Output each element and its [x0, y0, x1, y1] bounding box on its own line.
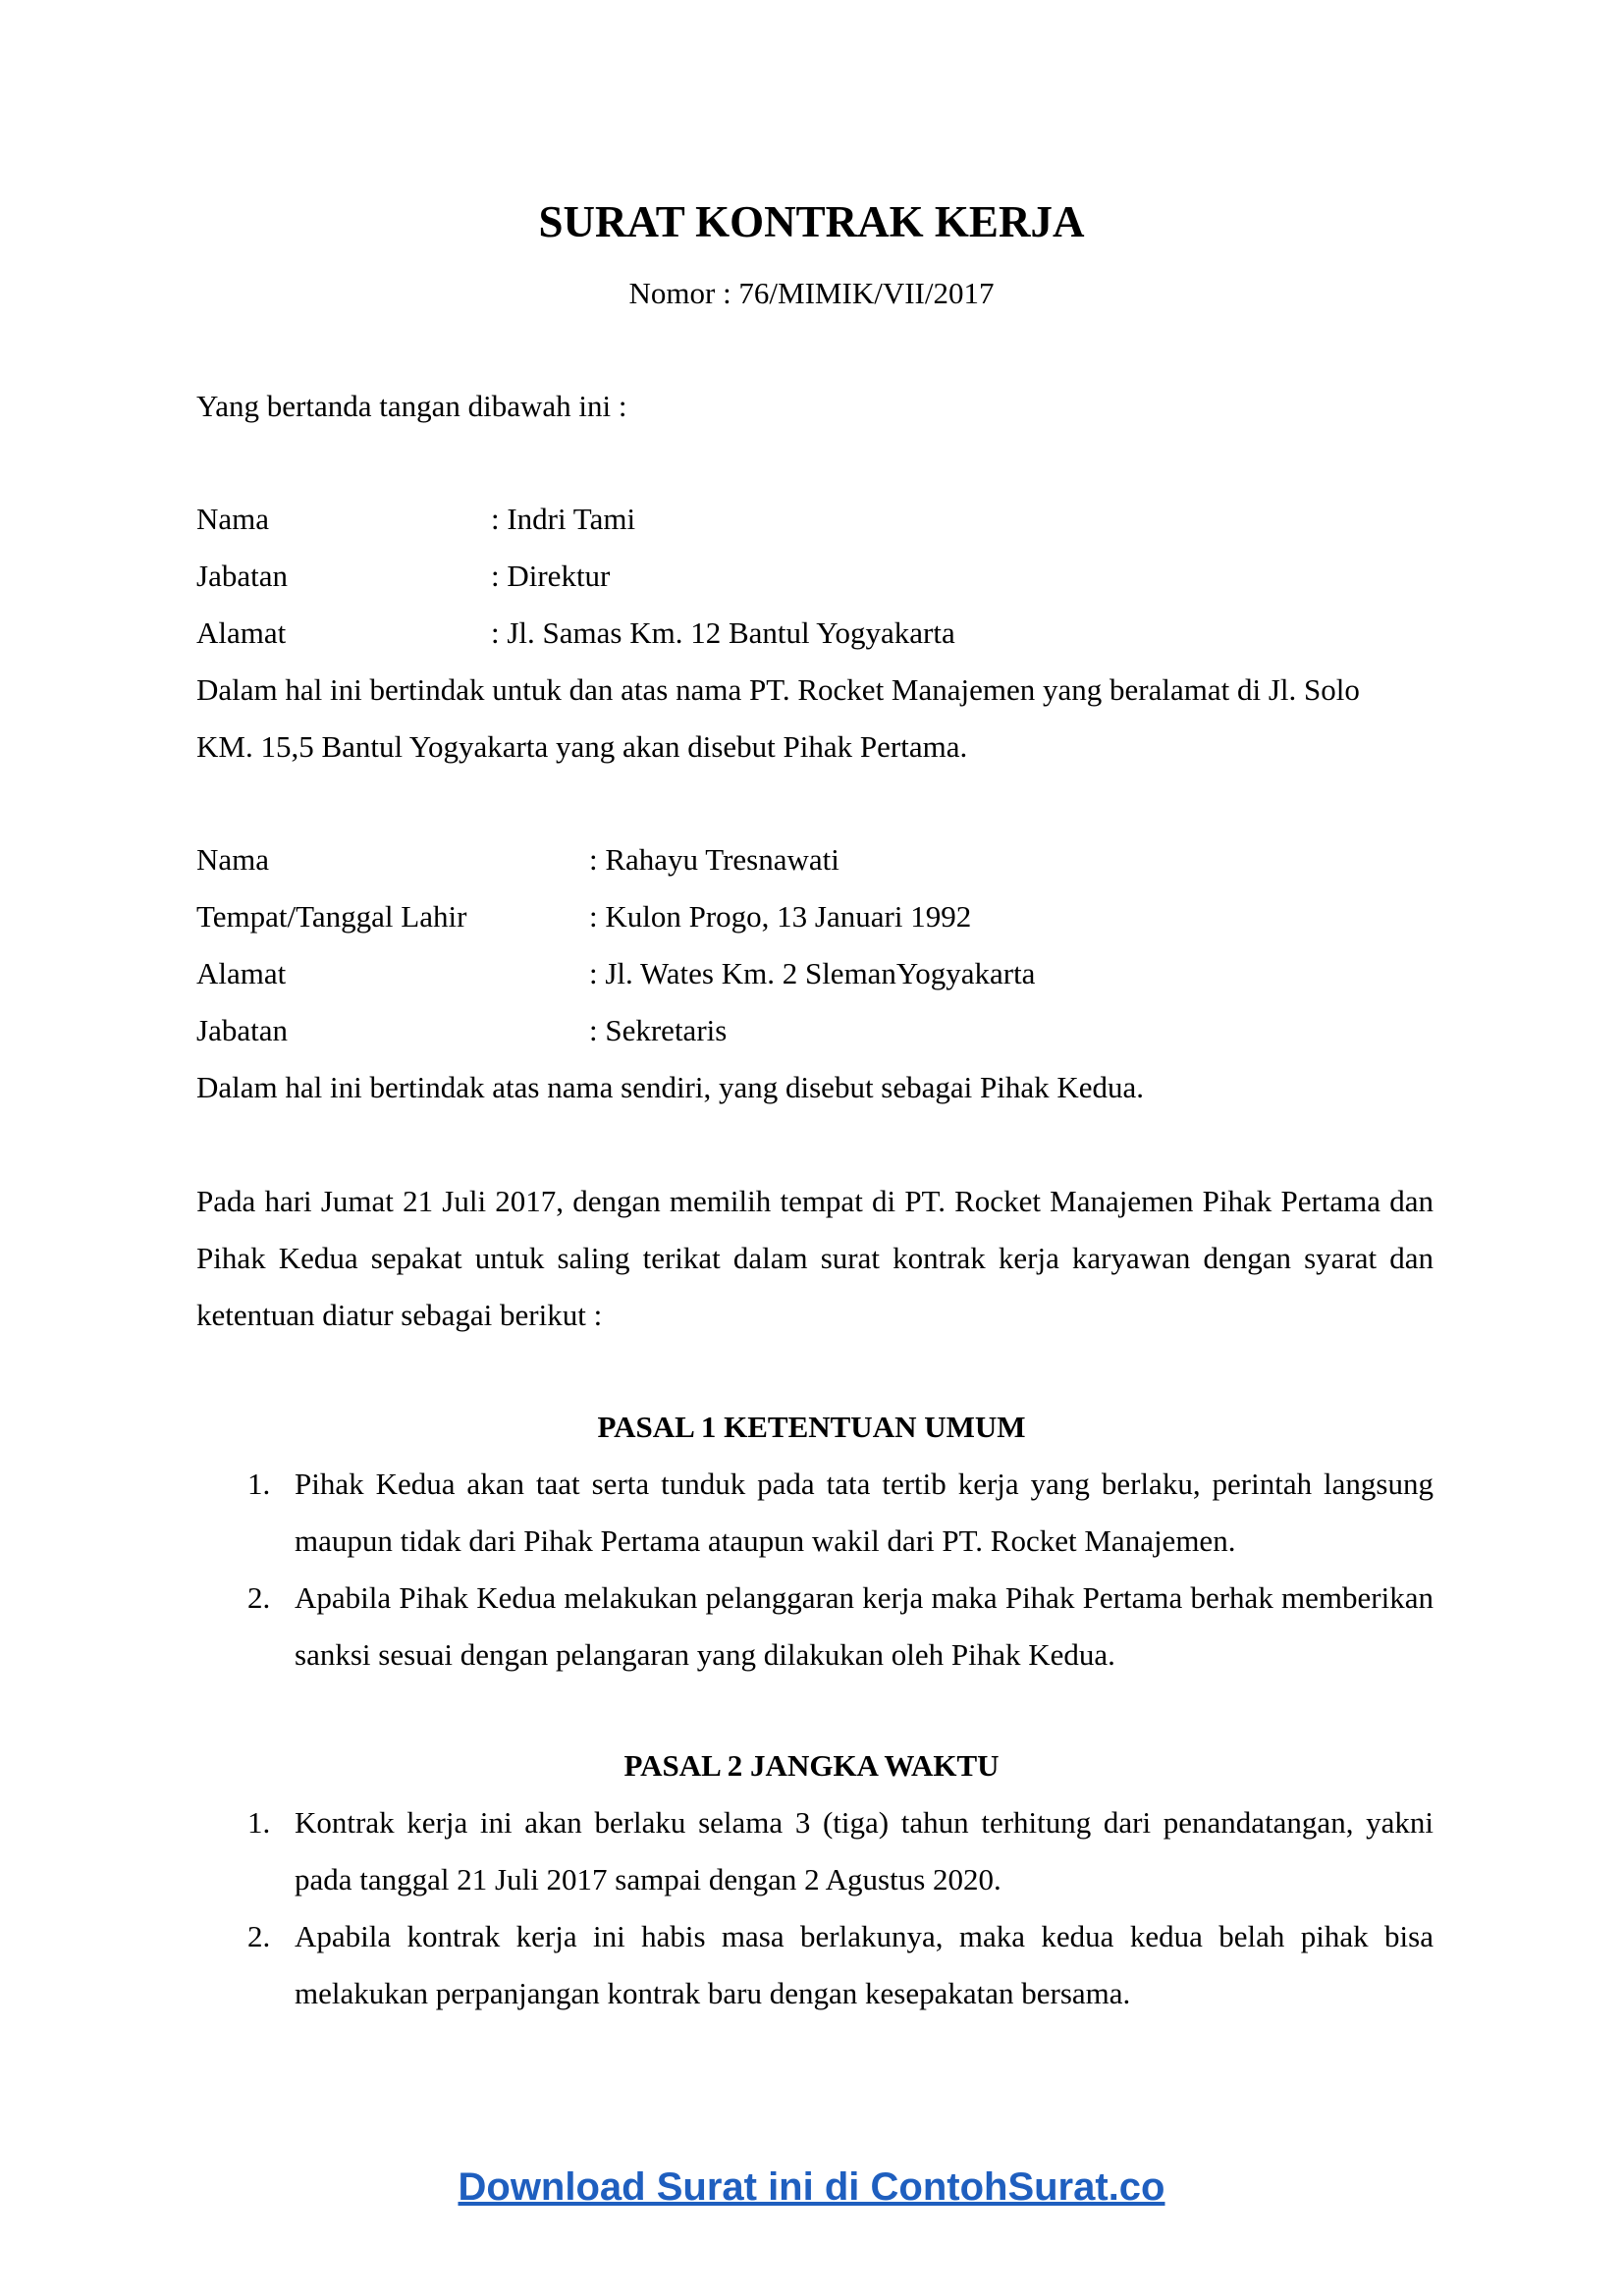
party2-row-name — [196, 831, 1434, 888]
download-footer — [0, 2160, 1623, 2215]
agreement-paragraph: Pada hari Jumat 21 Juli 2017, dengan memilih tempat di PT. Rocket Manajemen Pihak Pertama dan Pihak Kedua sepakat untuk saling terikat dalam surat kontrak kerja karyawan dengan syarat dan ketentuan diatur sebagai berikut : — [196, 1184, 1434, 1332]
party1-row-position — [196, 548, 1434, 605]
party1-section — [196, 491, 1434, 775]
field-label: Jabatan — [196, 1013, 288, 1047]
field-label: Jabatan — [196, 559, 288, 593]
field-value: : Jl. Wates Km. 2 SlemanYogyakarta — [589, 956, 1036, 990]
agreement-section — [196, 1173, 1434, 1344]
intro-paragraph: Yang bertanda tangan dibawah ini : — [196, 389, 627, 423]
party1-row-name — [196, 491, 1434, 548]
item-number: 2. — [247, 1580, 271, 1615]
item-number: 2. — [247, 1919, 271, 1953]
item-number: 1. — [247, 1805, 271, 1840]
list-item — [196, 1570, 1434, 1683]
field-label: Nama — [196, 502, 270, 536]
pasal2-list — [196, 1794, 1434, 2022]
intro-text — [196, 378, 1434, 435]
field-label: Alamat — [196, 615, 287, 650]
list-item — [196, 1456, 1434, 1570]
pasal1-list — [196, 1456, 1434, 1683]
party2-row-address — [196, 945, 1434, 1002]
pasal2-title: PASAL 2 JANGKA WAKTU — [623, 1748, 1000, 1783]
field-label: Nama — [196, 842, 270, 877]
party2-statement-text: Dalam hal ini bertindak atas nama sendiri, yang disebut sebagai Pihak Kedua. — [196, 1070, 1145, 1104]
party2-statement — [196, 1059, 1434, 1116]
field-value: : Rahayu Tresnawati — [589, 842, 839, 877]
party2-row-position — [196, 1002, 1434, 1059]
download-link[interactable]: Download Surat ini di ContohSurat.co — [458, 2165, 1165, 2209]
party1-statement-line1-text: Dalam hal ini bertindak untuk dan atas nama PT. Rocket Manajemen yang beralamat di Jl. Solo — [196, 672, 1360, 707]
field-value: : Sekretaris — [589, 1013, 728, 1047]
field-label: Tempat/Tanggal Lahir — [196, 899, 467, 934]
item-text: Apabila kontrak kerja ini habis masa berlakunya, maka kedua kedua belah pihak bisa melakukan perpanjangan kontrak baru dengan kesepakatan bersama. — [295, 1919, 1434, 2010]
item-text: Pihak Kedua akan taat serta tunduk pada tata tertib kerja yang berlaku, perintah langsung maupun tidak dari Pihak Pertama ataupun wakil dari PT. Rocket Manajemen. — [295, 1467, 1434, 1558]
party2-section — [196, 831, 1434, 1116]
field-value: : Kulon Progo, 13 Januari 1992 — [589, 899, 972, 934]
document-number: Nomor : 76/MIMIK/VII/2017 — [628, 276, 995, 310]
list-item — [196, 1794, 1434, 1908]
item-number: 1. — [247, 1467, 271, 1501]
pasal1-title: PASAL 1 KETENTUAN UMUM — [597, 1410, 1026, 1444]
party1-row-address — [196, 605, 1434, 662]
field-label: Alamat — [196, 956, 287, 990]
item-text: Apabila Pihak Kedua melakukan pelanggaran kerja maka Pihak Pertama berhak memberikan sanksi sesuai dengan pelangaran yang dilakukan oleh Pihak Kedua. — [295, 1580, 1434, 1672]
party1-statement-line2 — [196, 719, 1434, 775]
item-text: Kontrak kerja ini akan berlaku selama 3 (tiga) tahun terhitung dari penandatangan, yakni pada tanggal 21 Juli 2017 sampai dengan 2 Agustus 2020. — [295, 1805, 1434, 1896]
party2-row-birth — [196, 888, 1434, 945]
document-title: SURAT KONTRAK KERJA — [538, 197, 1085, 246]
field-value: : Jl. Samas Km. 12 Bantul Yogyakarta — [491, 615, 955, 650]
party1-statement-line2-text: KM. 15,5 Bantul Yogyakarta yang akan disebut Pihak Pertama. — [196, 729, 968, 764]
party1-statement-line1 — [196, 662, 1434, 719]
list-item — [196, 1908, 1434, 2022]
field-value: : Direktur — [491, 559, 611, 593]
field-value: : Indri Tami — [491, 502, 636, 536]
